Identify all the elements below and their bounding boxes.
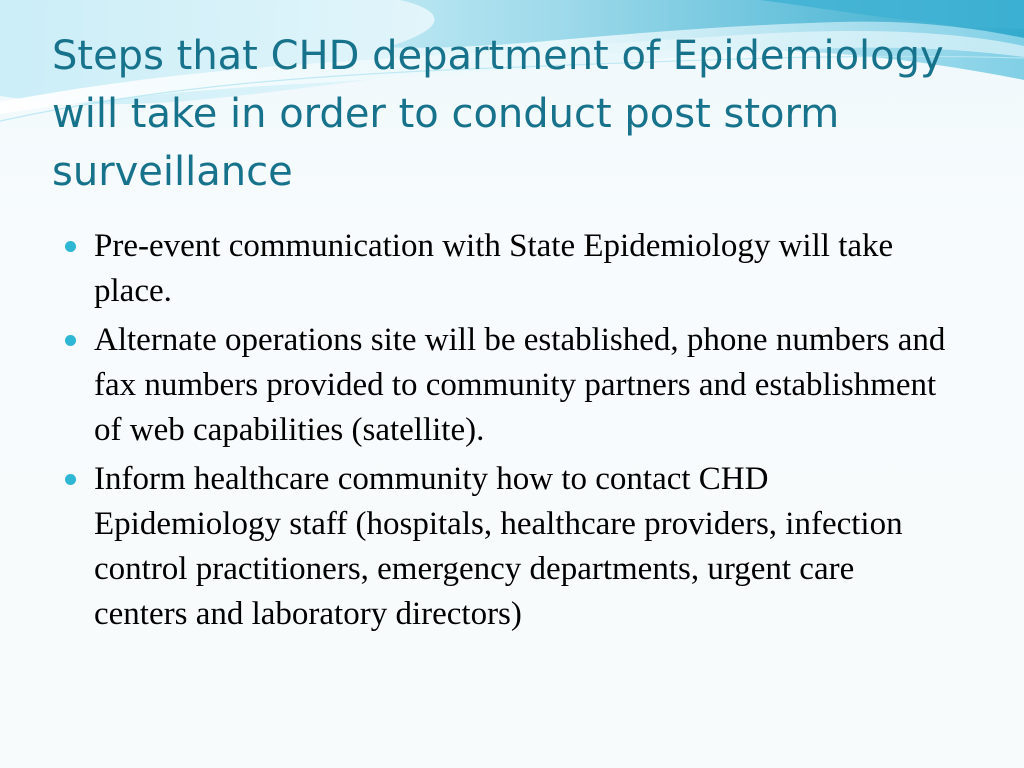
slide-title: Steps that CHD department of Epidemiology will take in order to conduct post storm surveillance: [52, 33, 944, 195]
bullet-item-3: [64, 457, 954, 637]
bullet-text-3: Inform healthcare community how to contact CHD Epidemiology staff (hospitals, healthcare providers, infection control practitioners, emergency departments, urgent care centers and laboratory directors): [94, 461, 903, 632]
round-bullet-icon: [65, 335, 76, 346]
round-bullet-icon: [65, 241, 76, 252]
round-bullet-icon: [65, 474, 76, 485]
bullet-text-2: Alternate operations site will be established, phone numbers and fax numbers provided to community partners and establishment of web capabilities (satellite).: [94, 322, 946, 448]
bullet-list: [64, 224, 954, 641]
bullet-text-1: Pre-event communication with State Epidemiology will take place.: [94, 228, 894, 309]
bullet-item-1: [64, 224, 954, 314]
bullet-item-2: [64, 318, 954, 453]
